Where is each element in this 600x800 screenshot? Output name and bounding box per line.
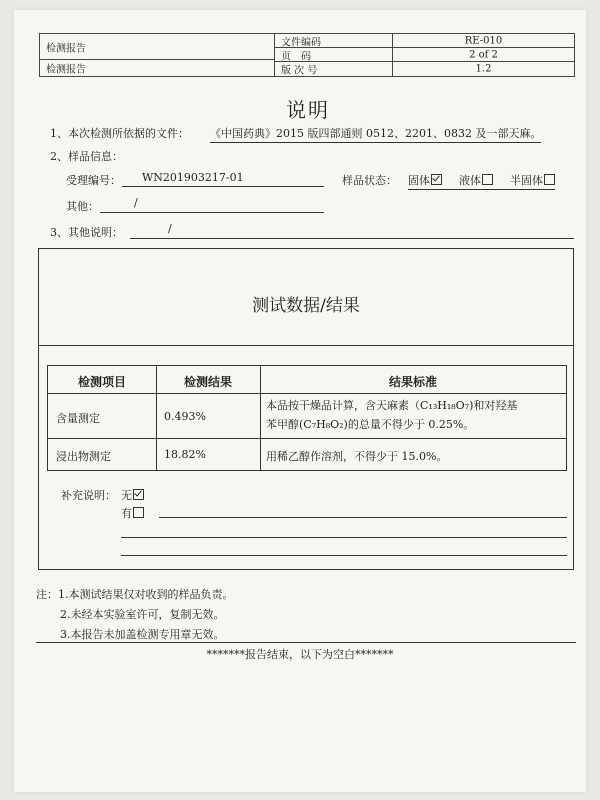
row1-standard-line2: 苯甲醇(C₇H₈O₂)的总量不得少于 0.25%。 (266, 418, 475, 431)
other-value: / (134, 196, 138, 209)
state-liquid-label: 液体 (459, 174, 481, 187)
header-value-doc-code-text: RE-010 (464, 35, 503, 46)
results-row-divider-1 (48, 393, 566, 394)
note-1: 注：1.本测试结果仅对收到的样品负责。 (36, 588, 234, 601)
row2-standard-line1: 用稀乙醇作溶剂，不得少于 15.0%。 (266, 450, 448, 463)
header-left-bottom-text: 检测报告 (46, 64, 86, 76)
basis-label: 1、本次检测所依据的文件： (50, 127, 189, 140)
header-left-top (39, 33, 275, 60)
supplement-none-checkbox (133, 489, 144, 500)
report-end-line: *******报告结束，以下为空白******* (206, 648, 394, 661)
basis-value: 《中国药典》2015 版四部通则 0512、2201、0832 及一部天麻。 (210, 125, 541, 143)
header-left-bottom (39, 59, 275, 77)
results-row-divider-2 (48, 438, 566, 439)
supplement-line-3 (121, 555, 567, 556)
report-page (14, 10, 586, 792)
sample-state-options (408, 172, 555, 190)
state-liquid-checkbox (482, 174, 493, 185)
results-heading-divider (39, 345, 573, 346)
accept-no-label: 受理编号： (66, 174, 121, 187)
row1-item: 含量测定 (56, 412, 100, 425)
other-label: 其他： (66, 200, 99, 213)
header-label-doc-code (274, 33, 393, 48)
col-header-item: 检测项目 (77, 375, 126, 389)
results-table (47, 365, 567, 471)
col-header-standard: 结果标准 (388, 375, 437, 389)
results-heading: 测试数据/结果 (252, 296, 360, 316)
header-value-page (392, 47, 575, 62)
supplement-line-2 (121, 537, 567, 538)
header-value-doc-code (392, 33, 575, 48)
header-value-version-text: 1.2 (475, 63, 492, 75)
row1-result: 0.493% (164, 410, 206, 423)
supplement-has (121, 505, 144, 521)
row2-item: 浸出物测定 (56, 450, 111, 463)
results-box (38, 248, 574, 570)
note-2: 2.未经本实验室许可，复制无效。 (60, 608, 225, 621)
other-notes-underline (130, 224, 574, 239)
header-value-version (392, 61, 575, 77)
row2-result: 18.82% (164, 448, 206, 461)
header-label-version (274, 61, 393, 77)
supplement-none-label: 无 (121, 489, 132, 502)
header-label-doc-code-text: 文件编码 (281, 37, 321, 48)
supplement-none (121, 487, 144, 503)
header-label-page (274, 47, 393, 62)
supplement-label: 补充说明： (61, 489, 116, 502)
supplement-has-label: 有 (121, 507, 132, 520)
state-solid-checkbox (431, 174, 442, 185)
note-3: 3.本报告未加盖检测专用章无效。 (60, 628, 225, 641)
header-label-page-text: 页 码 (281, 51, 311, 62)
accept-no-value: WN201903217-01 (142, 171, 244, 184)
state-solid-label: 固体 (408, 174, 430, 187)
header-value-page-text: 2 of 2 (469, 49, 498, 60)
page-title: 说明 (286, 98, 330, 122)
col-header-result: 检测结果 (183, 375, 232, 389)
other-notes-label: 3、其他说明： (50, 226, 123, 239)
state-semisolid-label: 半固体 (510, 174, 543, 187)
other-notes-value: / (168, 222, 172, 235)
header-left-top-text: 检测报告 (46, 43, 86, 54)
notes-divider (36, 642, 576, 643)
sample-info-label: 2、样品信息： (50, 150, 123, 163)
supplement-line-1 (159, 517, 567, 518)
sample-state-label: 样品状态： (342, 174, 397, 187)
supplement-has-checkbox (133, 507, 144, 518)
state-semisolid-checkbox (544, 174, 555, 185)
row1-standard-line1: 本品按干燥品计算，含天麻素（C₁₃H₁₈O₇)和对羟基 (266, 399, 518, 412)
header-label-version-text: 版 次 号 (281, 65, 318, 77)
